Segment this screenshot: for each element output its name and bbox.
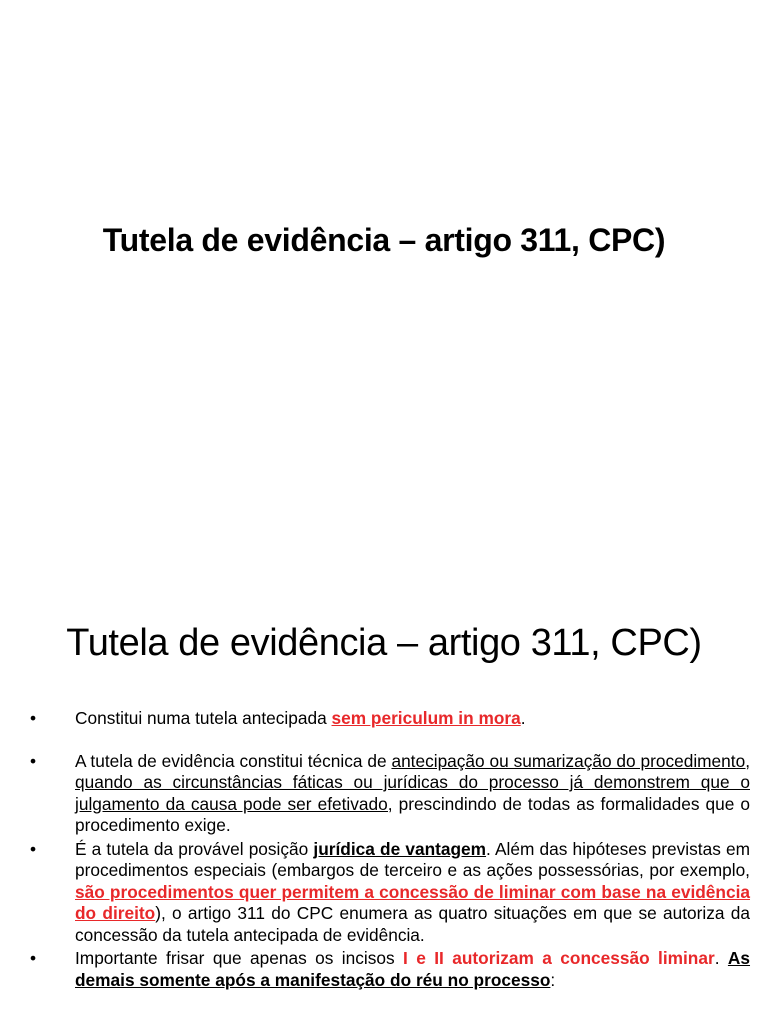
slide-2-title: Tutela de evidência – artigo 311, CPC) xyxy=(66,622,702,664)
bullet-4-end: : xyxy=(550,969,556,990)
bullet-1-highlight: sem periculum in mora xyxy=(331,708,521,728)
bullet-2-end: prescindindo de todas as formalidades que o procedimento exige. xyxy=(75,793,751,835)
bullet-item-1 xyxy=(30,708,750,730)
bullet-3-highlight: são procedimentos quer permitem a concessão de liminar com base na evidência do direito xyxy=(75,881,750,923)
bullet-2-underlined: antecipação ou sumarização do procedimento, quando as circunstâncias fáticas ou jurídicas do processo já demonstrem que o julgamento da causa pode ser efetivado, xyxy=(75,750,750,814)
bullet-dot-icon: • xyxy=(30,750,37,771)
bullet-3-end: ), o artigo 311 do CPC enumera as quatro situações em que se autoriza da concessão da tutela antecipada de evidência. xyxy=(75,903,750,945)
bullet-4-sep: . xyxy=(714,948,728,968)
bullet-item-2 xyxy=(30,751,750,837)
bullet-dot-icon: • xyxy=(30,708,37,728)
bullet-dot-icon: • xyxy=(30,838,37,859)
slide-1-title: Tutela de evidência – artigo 311, CPC) xyxy=(102,222,666,258)
bullet-list xyxy=(30,708,750,991)
bullet-4-highlight: I e II autorizam a concessão liminar xyxy=(403,948,715,968)
bullet-item-3 xyxy=(30,839,750,947)
bullet-3-text: É a tutela da provável posição xyxy=(75,838,314,859)
bullet-1-end: . xyxy=(520,708,526,728)
bullet-4-text: Importante frisar que apenas os incisos xyxy=(75,948,404,968)
bullet-1-text: Constitui numa tutela antecipada xyxy=(75,708,332,728)
slide-2 xyxy=(0,512,768,1024)
bullet-item-4 xyxy=(30,948,750,991)
bullet-3-bold: jurídica de vantagem xyxy=(313,838,487,859)
bullet-3-mid: . Além das hipóteses previstas em procedimentos especiais (embargos de terceiro e as ações possessórias, por exemplo, xyxy=(75,838,750,880)
bullet-dot-icon: • xyxy=(30,948,37,968)
bullet-4-bold: As demais somente após a manifestação do réu no processo xyxy=(75,948,751,990)
bullet-2-text: A tutela de evidência constitui técnica de xyxy=(75,750,392,771)
